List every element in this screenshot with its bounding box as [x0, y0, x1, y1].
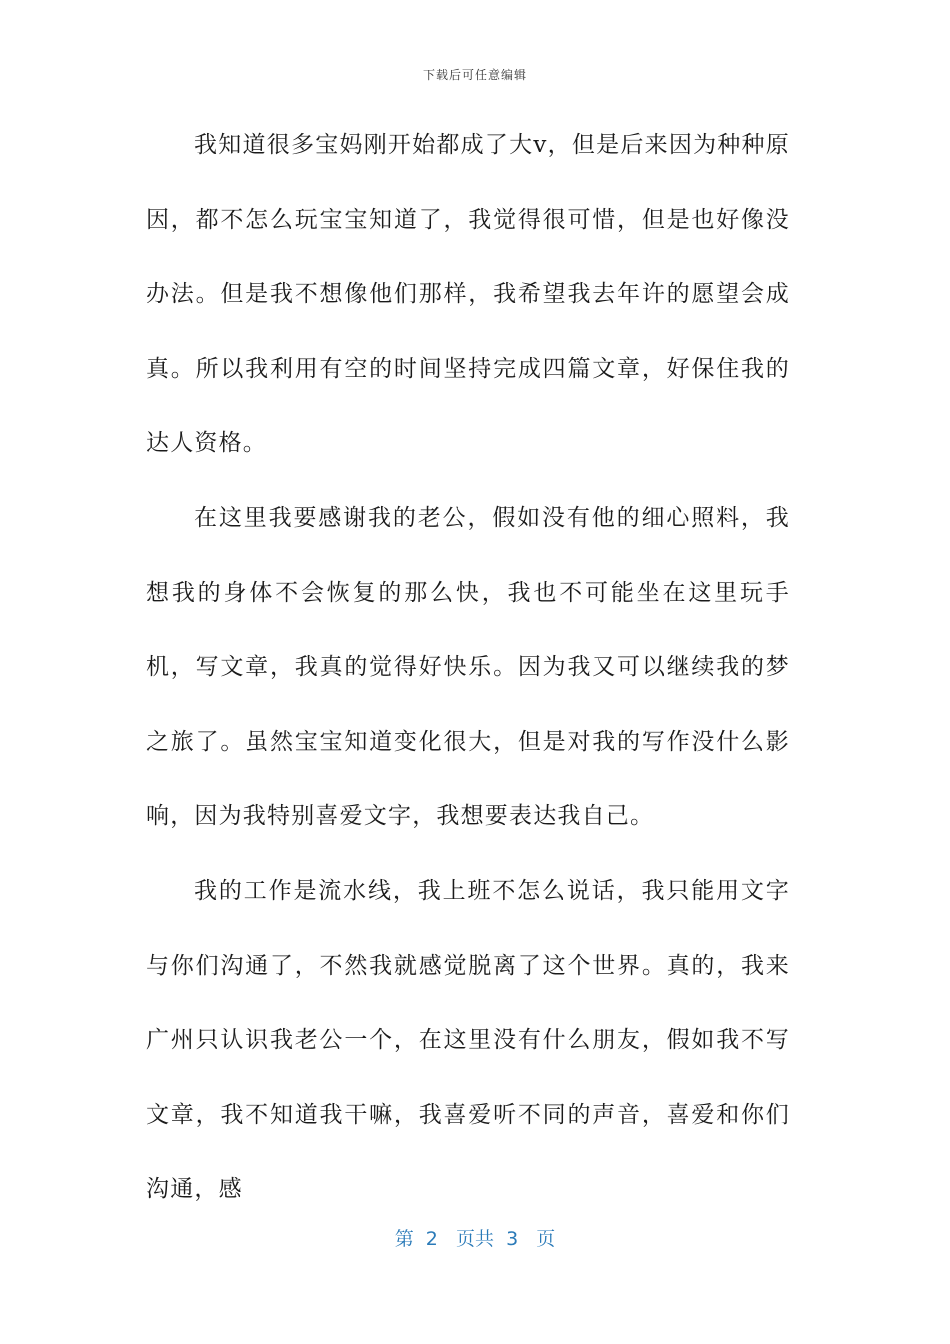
paragraph: 在这里我要感谢我的老公，假如没有他的细心照料，我想我的身体不会恢复的那么快，我也不可能坐在这里玩手机，写文章，我真的觉得好快乐。因为我又可以继续我的梦之旅了。虽然宝宝知道变化很大，但是对我的写作没什么影响，因为我特别喜爱文字，我想要表达我自己。: [146, 504, 790, 830]
header-note: 下载后可任意编辑: [422, 68, 527, 82]
paragraph: 我的工作是流水线，我上班不怎么说话，我只能用文字与你们沟通了，不然我就感觉脱离了这个世界。真的，我来广州只认识我老公一个，在这里没有什么朋友，假如我不写文章，我不知道我干嘛，我喜爱听不同的声音，喜爱和你们沟通，感: [146, 877, 790, 1203]
paragraph: 我知道很多宝妈刚开始都成了大v，但是后来因为种种原因，都不怎么玩宝宝知道了，我觉得很可惜，但是也好像没办法。但是我不想像他们那样，我希望我去年许的愿望会成真。所以我利用有空的时间坚持完成四篇文章，好保住我的达人资格。: [146, 132, 790, 457]
document-body: [146, 108, 790, 1227]
page-footer: 第 2 页共 3 页: [394, 1228, 556, 1250]
